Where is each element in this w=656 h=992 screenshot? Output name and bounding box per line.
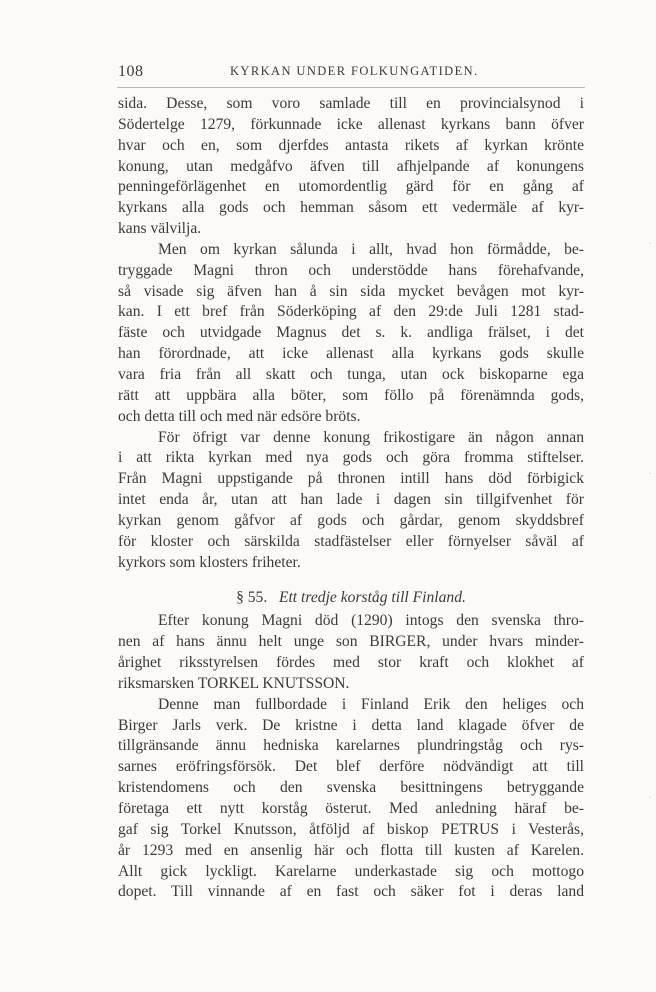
text-line: nen af hans ännu helt unge son BIRGER, under hvars minder- — [118, 633, 584, 651]
running-title: KYRKAN UNDER FOLKUNGATIDEN. — [230, 64, 479, 78]
page-number: 108 — [118, 63, 144, 80]
text-line: Birger Jarls verk. De kristne i detta land klagade öfver de — [118, 716, 584, 734]
header-rule — [117, 87, 585, 88]
paragraph-5 — [118, 695, 584, 903]
body-text — [118, 94, 584, 903]
margin-speck: · — [648, 790, 652, 804]
text-line: kristendomens och den svenska besittningens betryggande — [118, 779, 584, 797]
text-line: år 1293 med en ansenlig här och flotta till kusten af Karelen. — [118, 841, 584, 859]
paragraph-3 — [118, 428, 584, 574]
text-line: kyrkan genom gåfvor af gods och gårdar, genom skyddsbref — [118, 511, 584, 529]
margin-speck: · — [648, 236, 652, 250]
text-line: kyrkors som klosters friheter. — [118, 553, 301, 571]
text-line: kan. I ett bref från Söderköping af den 29:de Juli 1281 stad- — [118, 303, 584, 321]
text-line: penningeförlägenhet en utomordentlig gärd för en gång af — [118, 178, 584, 196]
text-line: så visade sig äfven han å sin sida mycket bevågen mot kyr- — [118, 282, 584, 300]
text-line: Från Magni uppstigande på thronen intill hans död förbigick — [118, 470, 584, 488]
text-line: han förordnade, att icke allenast alla kyrkans gods skulle — [118, 345, 584, 363]
text-line: Södertelge 1279, förkunnade icke allenast kyrkans bann öfver — [118, 115, 584, 133]
section-title: Ett tredje korståg till Finland. — [278, 589, 466, 607]
text-line: dopet. Till vinnande af en fast och säker fot i deras land — [118, 883, 584, 901]
paragraph-1 — [118, 94, 584, 240]
text-line: Allt gick lyckligt. Karelarne underkastade sig och mottogo — [118, 862, 584, 880]
page-header — [118, 63, 584, 83]
section-number: § 55. — [236, 589, 268, 607]
text-line: konung, utan medgåfvo äfven till afhjelpande af konungens — [118, 157, 584, 175]
text-line: tillgränsande ännu hedniska karelarnes plundringståg och rys- — [118, 737, 584, 755]
text-line: gaf sig Torkel Knutsson, åtföljd af biskop PETRUS i Vesterås, — [118, 820, 584, 838]
text-line: sarnes eröfringsförsök. Det blef derföre nödvändigt att till — [118, 758, 584, 776]
text-line: fäste och utvidgade Magnus det s. k. andliga frälset, i det — [118, 324, 584, 342]
text-line: Efter konung Magni död (1290) intogs den svenska thro- — [158, 612, 584, 630]
text-line: riksmarsken TORKEL KNUTSSON. — [118, 674, 350, 692]
text-line: hvar och en, som djerfdes antasta rikets af kyrkan krönte — [118, 136, 584, 154]
text-line: Denne man fullbordade i Finland Erik den heliges och — [158, 695, 584, 713]
text-line: för kloster och särskilda stadfästelser eller förnyelser såväl af — [118, 532, 584, 550]
text-line: företaga ett nytt korståg österut. Med anledning häraf be- — [118, 800, 584, 817]
text-line: intet enda år, utan att han lade i dagen sin tillgifvenhet för — [118, 491, 584, 509]
text-line: kans välvilja. — [118, 220, 202, 238]
text-line: sida. Desse, som voro samlade till en provincialsynod i — [118, 95, 584, 112]
text-line: årighet riksstyrelsen fördes med stor kraft och klokhet af — [118, 654, 584, 672]
paragraph-2 — [118, 240, 584, 428]
text-line: tryggade Magni thron och understödde hans förehafvande, — [118, 261, 584, 279]
section-heading — [118, 579, 584, 611]
text-line: För öfrigt var denne konung frikostigare än någon annan — [158, 428, 584, 446]
text-line: kyrkans alla gods och hemman såsom ett vedermäle af kyr- — [118, 199, 584, 217]
text-line: i att rikta kyrkan med nya gods och göra fromma stiftelser. — [118, 449, 584, 467]
text-line: vara fria från all skatt och tunga, utan ock biskoparne ega — [118, 365, 584, 383]
margin-speck: · — [648, 466, 652, 480]
text-line: Men om kyrkan sålunda i allt, hvad hon förmådde, be- — [158, 240, 584, 258]
text-line: och detta till och med när edsöre bröts. — [118, 407, 361, 425]
text-line: rätt att uppbära alla böter, som föllo på förenämnda gods, — [118, 386, 584, 404]
paragraph-4 — [118, 611, 584, 694]
